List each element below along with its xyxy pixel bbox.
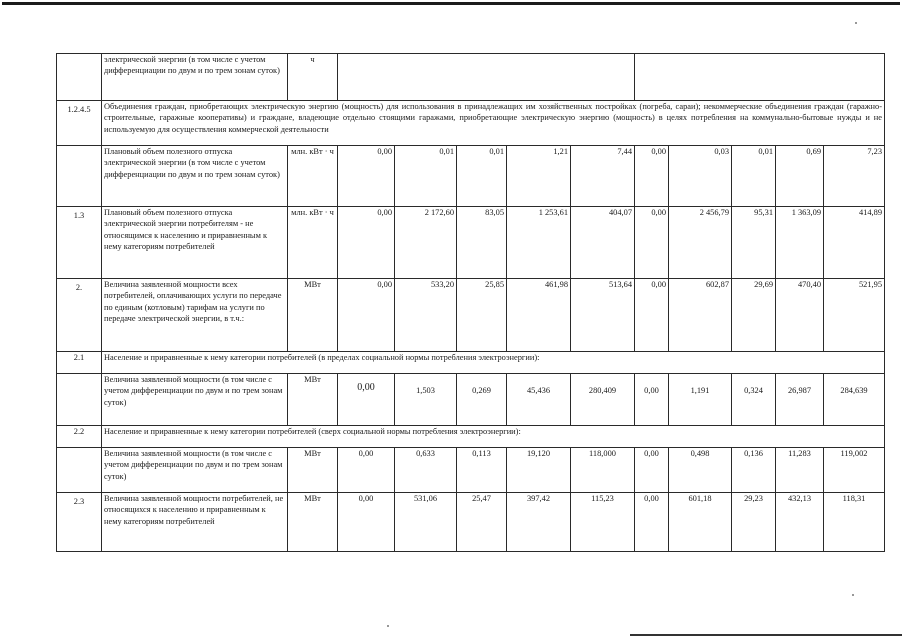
- value-cell: 7,44: [571, 146, 635, 207]
- value-cell: 0,03: [669, 146, 732, 207]
- table-row: [57, 101, 885, 146]
- value-cell: 0,00: [338, 279, 395, 352]
- value-cell: 1,503: [395, 374, 457, 426]
- table-row: [57, 54, 885, 101]
- table-row: [57, 207, 885, 279]
- value-cell: 1 253,61: [507, 207, 571, 279]
- row-number: [57, 146, 102, 207]
- section-heading: Население и приравненные к нему категории потребителей (сверх социальной нормы потребления электроэнергии):: [102, 426, 885, 448]
- value-cell: 0,00: [338, 374, 395, 426]
- value-cell: 19,120: [507, 448, 571, 493]
- row-number: 2.: [57, 279, 102, 352]
- value-cell: 118,31: [824, 493, 885, 552]
- value-cell: 1 363,09: [776, 207, 824, 279]
- value-cell: 118,000: [571, 448, 635, 493]
- value-cell: 0,269: [457, 374, 507, 426]
- table-row: [57, 146, 885, 207]
- row-number: 2.3: [57, 493, 102, 552]
- value-cell: 1,21: [507, 146, 571, 207]
- value-cell: 26,987: [776, 374, 824, 426]
- value-cell: 0,00: [338, 207, 395, 279]
- row-unit: млн. кВт · ч: [288, 207, 338, 279]
- value-cell: 83,05: [457, 207, 507, 279]
- value-cell: 470,40: [776, 279, 824, 352]
- value-cell: 0,00: [338, 448, 395, 493]
- row-number: [57, 54, 102, 101]
- row-unit: МВт: [288, 493, 338, 552]
- value-cell: 45,436: [507, 374, 571, 426]
- tariff-table: [56, 53, 885, 552]
- row-number: [57, 374, 102, 426]
- table-row: [57, 493, 885, 552]
- row-description: Величина заявленной мощности (в том числе с учетом дифференциации по двум и по трем зонам суток): [102, 448, 288, 493]
- value-cell: 432,13: [776, 493, 824, 552]
- row-description: Величина заявленной мощности (в том числе с учетом дифференциации по двум и по трем зонам суток): [102, 374, 288, 426]
- value-cell: 0,01: [395, 146, 457, 207]
- value-cell: 11,283: [776, 448, 824, 493]
- value-cell: 29,23: [732, 493, 776, 552]
- row-unit: ч: [288, 54, 338, 101]
- value-cell: 0,324: [732, 374, 776, 426]
- value-cell: 0,00: [338, 146, 395, 207]
- value-cell: 2 172,60: [395, 207, 457, 279]
- row-unit: млн. кВт · ч: [288, 146, 338, 207]
- value-cell: 0,00: [635, 493, 669, 552]
- value-cell: 0,633: [395, 448, 457, 493]
- row-number: 2.1: [57, 352, 102, 374]
- value-cell: 0,01: [457, 146, 507, 207]
- value-cell: 602,87: [669, 279, 732, 352]
- value-cell: 284,639: [824, 374, 885, 426]
- section-heading: Объединения граждан, приобретающих электрическую энергию (мощность) для использования в принадлежащих им хозяйственных постройках (погреба, сараи); некоммерческие объединения граждан (гаражно-строительные, гаражные кооперативы) и граждане, владеющие отдельно стоящими гаражами, приобретающие электрическую энергию (мощность) в целях потребления на коммунально-бытовые нужды и не используемую для осуществления коммерческой деятельности: [102, 101, 885, 146]
- row-number: 1.3: [57, 207, 102, 279]
- value-cell: 0,00: [635, 207, 669, 279]
- value-cell: 0,00: [635, 146, 669, 207]
- value-cell: 0,00: [338, 493, 395, 552]
- value-cell: 0,113: [457, 448, 507, 493]
- row-description: электрической энергии (в том числе с учетом дифференциации по двум и по трем зонам суток): [102, 54, 288, 101]
- value-cell: 95,31: [732, 207, 776, 279]
- bottom-border-line: [630, 634, 902, 636]
- section-heading: Население и приравненные к нему категории потребителей (в пределах социальной нормы потребления электроэнергии):: [102, 352, 885, 374]
- value-cell: 513,64: [571, 279, 635, 352]
- value-cell: 1,191: [669, 374, 732, 426]
- value-cell: 25,85: [457, 279, 507, 352]
- value-cell: 0,00: [635, 279, 669, 352]
- value-cell: 7,23: [824, 146, 885, 207]
- merged-empty-cell: [338, 54, 635, 101]
- row-number: [57, 448, 102, 493]
- table-row: [57, 279, 885, 352]
- table-row: [57, 426, 885, 448]
- scan-speck: [387, 625, 389, 627]
- value-cell: 0,498: [669, 448, 732, 493]
- row-number: 2.2: [57, 426, 102, 448]
- row-description: Плановый объем полезного отпуска электрической энергии (в том числе с учетом дифференциации по двум и по трем зонам суток): [102, 146, 288, 207]
- value-cell: 0,00: [635, 448, 669, 493]
- value-cell: 397,42: [507, 493, 571, 552]
- value-cell: 404,07: [571, 207, 635, 279]
- value-cell: 25,47: [457, 493, 507, 552]
- table-row: [57, 374, 885, 426]
- row-unit: МВт: [288, 448, 338, 493]
- row-unit: МВт: [288, 279, 338, 352]
- value-cell: 601,18: [669, 493, 732, 552]
- value-cell: 0,136: [732, 448, 776, 493]
- table-row: [57, 448, 885, 493]
- value-cell: 531,06: [395, 493, 457, 552]
- table-row: [57, 352, 885, 374]
- value-cell: 0,69: [776, 146, 824, 207]
- row-description: Плановый объем полезного отпуска электрической энергии потребителям - не относящимся к населению и приравненным к нему категориям потребителей: [102, 207, 288, 279]
- value-cell: 461,98: [507, 279, 571, 352]
- scan-speck: [852, 594, 854, 596]
- scan-speck: [855, 22, 857, 24]
- top-border-line: [2, 2, 900, 5]
- value-cell: 414,89: [824, 207, 885, 279]
- row-description: Величина заявленной мощности потребителей, не относящихся к населению и приравненным к нему категориям потребителей: [102, 493, 288, 552]
- value-cell: 115,23: [571, 493, 635, 552]
- value-cell: 521,95: [824, 279, 885, 352]
- value-cell: 29,69: [732, 279, 776, 352]
- value-cell: 2 456,79: [669, 207, 732, 279]
- value-cell: 0,01: [732, 146, 776, 207]
- row-number: 1.2.4.5: [57, 101, 102, 146]
- row-description: Величина заявленной мощности всех потребителей, оплачивающих услуги по передаче по единым (котловым) тарифам на услуги по передаче электрической энергии, в т.ч.:: [102, 279, 288, 352]
- merged-empty-cell: [635, 54, 885, 101]
- value-cell: 280,409: [571, 374, 635, 426]
- value-cell: 0,00: [635, 374, 669, 426]
- row-unit: МВт: [288, 374, 338, 426]
- value-cell: 533,20: [395, 279, 457, 352]
- value-cell: 119,002: [824, 448, 885, 493]
